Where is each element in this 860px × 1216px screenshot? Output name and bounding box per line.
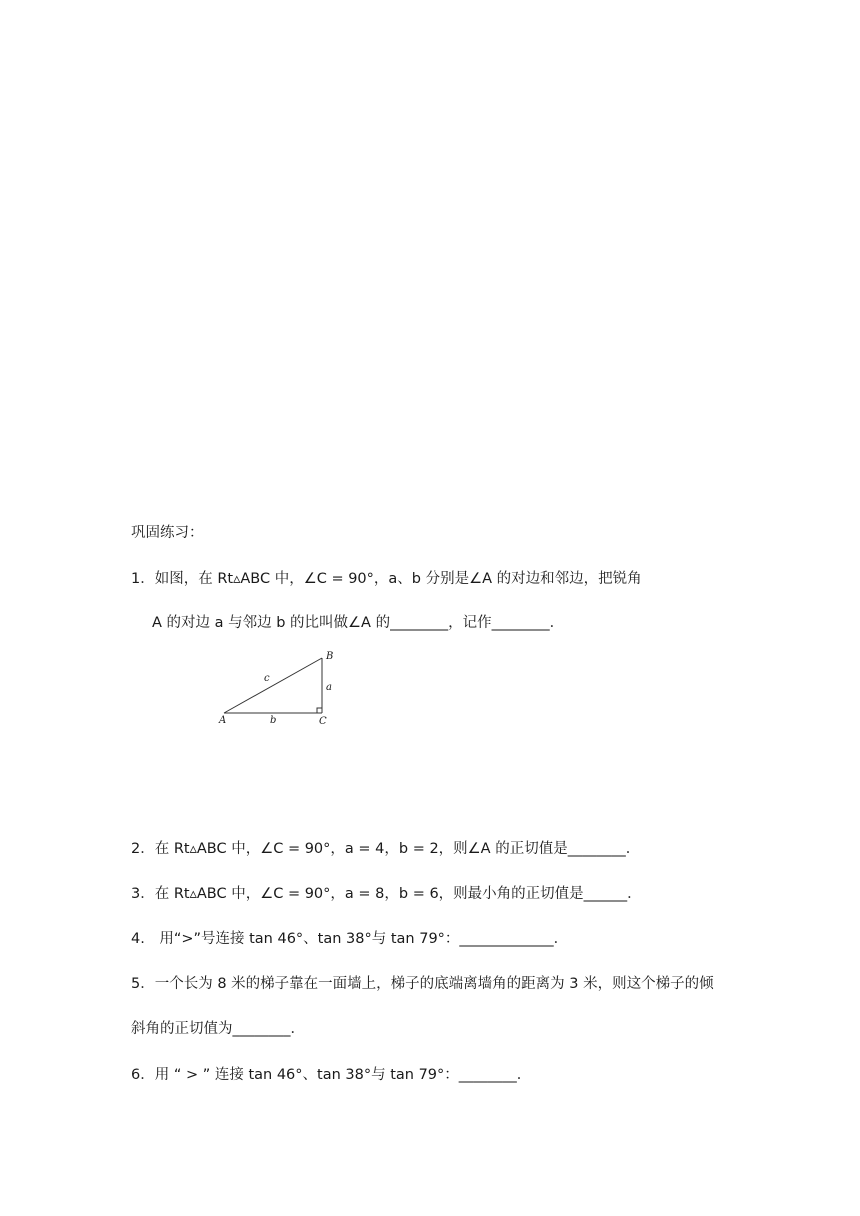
vertex-c-label: C: [319, 716, 327, 727]
question-3: 3．在 Rt▵ABC 中，∠C = 90°，a = 8，b = 6，则最小角的正切值是______．: [131, 886, 642, 902]
question-2: 2．在 Rt▵ABC 中，∠C = 90°，a = 4，b = 2，则∠A 的正切值是________．: [131, 841, 641, 857]
section-title: 巩固练习：: [131, 525, 204, 541]
right-triangle-diagram: [212, 647, 342, 729]
right-angle-mark: [317, 708, 322, 713]
question-4: 4. 用“>”号连接 tan 46°、tan 38°与 tan 79°：_____________．: [131, 931, 569, 947]
side-b-label: b: [270, 715, 277, 726]
side-c-line: [224, 658, 322, 713]
question-6: 6．用 “ > ” 连接 tan 46°、tan 38°与 tan 79°：________．: [131, 1067, 532, 1083]
vertex-b-label: B: [326, 651, 334, 662]
question-1-line-1: 1．如图，在 Rt▵ABC 中，∠C = 90°，a、b 分别是∠A 的对边和邻边，把锐角: [131, 571, 642, 587]
question-5-line-1: 5．一个长为 8 米的梯子靠在一面墙上，梯子的底端离墙角的距离为 3 米，则这个梯子的倾: [131, 976, 714, 992]
right-triangle-figure: [212, 647, 342, 729]
question-5-line-2: 斜角的正切值为________．: [131, 1021, 305, 1037]
side-a-label: a: [326, 682, 332, 693]
vertex-a-label: A: [219, 715, 227, 726]
side-c-label: c: [264, 673, 270, 684]
question-1-line-2: A 的对边 a 与邻边 b 的比叫做∠A 的________，记作________．: [152, 615, 565, 631]
